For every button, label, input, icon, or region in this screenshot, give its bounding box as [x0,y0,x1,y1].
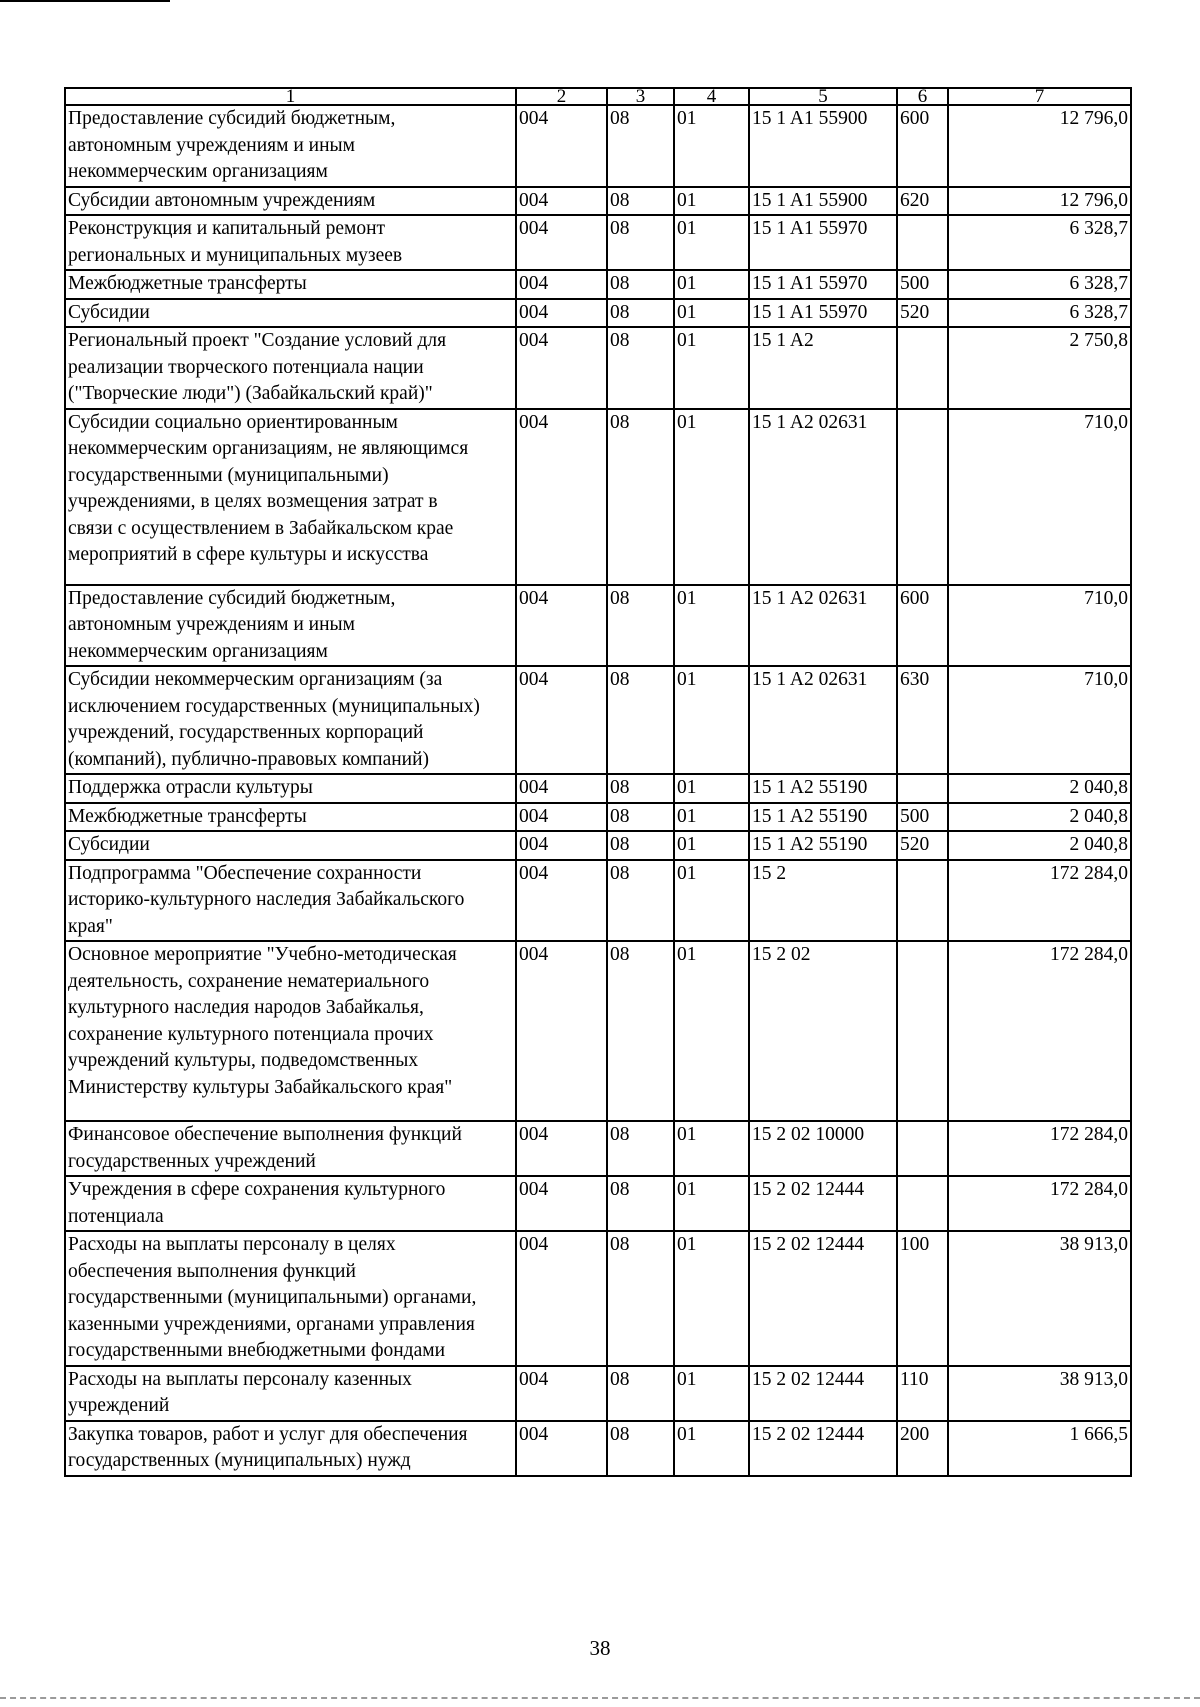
cell-csr: 15 2 02 12444 [749,1231,897,1366]
header-cell: 2 [516,88,607,105]
cell-rz: 08 [607,1176,674,1231]
cell-name: Финансовое обеспечение выполнения функций государственных учреждений [65,1121,516,1176]
cell-sum: 38 913,0 [948,1231,1131,1366]
cell-name: Предоставление субсидий бюджетным, автономным учреждениям и иным некоммерческим организациям [65,105,516,187]
cell-gr: 004 [516,299,607,328]
table-row [65,666,1131,774]
cell-sum: 38 913,0 [948,1366,1131,1421]
cell-sum: 1 666,5 [948,1421,1131,1476]
cell-name: Поддержка отрасли культуры [65,774,516,803]
table-row [65,270,1131,299]
cell-pr: 01 [674,1421,749,1476]
table-row [65,803,1131,832]
cell-gr: 004 [516,1366,607,1421]
cell-gr: 004 [516,803,607,832]
cell-csr: 15 1 A2 [749,327,897,409]
cell-gr: 004 [516,774,607,803]
cell-pr: 01 [674,941,749,1121]
cell-gr: 004 [516,941,607,1121]
cell-pr: 01 [674,215,749,270]
cell-rz: 08 [607,1231,674,1366]
cell-name: Межбюджетные трансферты [65,270,516,299]
table-row [65,1176,1131,1231]
table-row [65,585,1131,667]
cell-vr: 200 [897,1421,948,1476]
cell-rz: 08 [607,1121,674,1176]
cell-name: Подпрограмма "Обеспечение сохранности историко-культурного наследия Забайкальского края" [65,860,516,942]
cell-vr [897,941,948,1121]
cell-vr [897,1176,948,1231]
cell-sum: 172 284,0 [948,860,1131,942]
cell-name: Расходы на выплаты персоналу казенных учреждений [65,1366,516,1421]
cell-sum: 710,0 [948,409,1131,585]
cell-sum: 12 796,0 [948,187,1131,216]
cell-csr: 15 1 A2 02631 [749,585,897,667]
cell-name: Субсидии автономным учреждениям [65,187,516,216]
cell-csr: 15 2 02 12444 [749,1366,897,1421]
cell-gr: 004 [516,1121,607,1176]
cell-rz: 08 [607,1366,674,1421]
cell-gr: 004 [516,327,607,409]
cell-name: Субсидии [65,299,516,328]
cell-rz: 08 [607,860,674,942]
cell-pr: 01 [674,270,749,299]
cell-gr: 004 [516,831,607,860]
cell-rz: 08 [607,774,674,803]
cell-name: Реконструкция и капитальный ремонт региональных и муниципальных музеев [65,215,516,270]
cell-sum: 6 328,7 [948,270,1131,299]
table-row [65,1121,1131,1176]
cell-rz: 08 [607,327,674,409]
cell-gr: 004 [516,1176,607,1231]
table-row [65,774,1131,803]
header-cell: 7 [948,88,1131,105]
table-row [65,105,1131,187]
table-body [65,88,1131,1476]
cell-gr: 004 [516,1231,607,1366]
cell-name: Субсидии [65,831,516,860]
cell-rz: 08 [607,941,674,1121]
cell-rz: 08 [607,409,674,585]
cell-sum: 2 040,8 [948,774,1131,803]
cell-csr: 15 1 A1 55900 [749,105,897,187]
cell-vr: 620 [897,187,948,216]
cell-sum: 172 284,0 [948,1176,1131,1231]
cell-sum: 710,0 [948,585,1131,667]
cell-csr: 15 2 02 12444 [749,1421,897,1476]
cell-vr: 100 [897,1231,948,1366]
cell-pr: 01 [674,1121,749,1176]
cell-vr: 600 [897,585,948,667]
cell-sum: 710,0 [948,666,1131,774]
header-cell: 6 [897,88,948,105]
table-row [65,1421,1131,1476]
table-row [65,1366,1131,1421]
cell-csr: 15 2 02 12444 [749,1176,897,1231]
budget-table [64,87,1132,1477]
cell-rz: 08 [607,831,674,860]
cell-pr: 01 [674,1366,749,1421]
table-row [65,860,1131,942]
cell-name: Закупка товаров, работ и услуг для обеспечения государственных (муниципальных) нужд [65,1421,516,1476]
cell-pr: 01 [674,860,749,942]
cell-pr: 01 [674,1231,749,1366]
cell-csr: 15 1 A2 55190 [749,774,897,803]
bottom-rule [0,1697,1200,1699]
table-header-row [65,88,1131,105]
cell-gr: 004 [516,187,607,216]
cell-name: Основное мероприятие "Учебно-методическая деятельность, сохранение нематериального культурного наследия народов Забайкалья, сохранение культурного потенциала прочих учреждений культуры, подведомственных Министерству культуры Забайкальского края" [65,941,516,1121]
cell-sum: 172 284,0 [948,941,1131,1121]
cell-rz: 08 [607,666,674,774]
cell-gr: 004 [516,1421,607,1476]
cell-csr: 15 1 A1 55970 [749,299,897,328]
cell-csr: 15 2 02 10000 [749,1121,897,1176]
cell-rz: 08 [607,299,674,328]
cell-pr: 01 [674,187,749,216]
cell-gr: 004 [516,270,607,299]
cell-gr: 004 [516,409,607,585]
table-row [65,831,1131,860]
cell-rz: 08 [607,585,674,667]
top-rule [0,0,170,2]
cell-vr [897,860,948,942]
cell-gr: 004 [516,860,607,942]
cell-vr: 600 [897,105,948,187]
cell-csr: 15 1 A1 55970 [749,270,897,299]
cell-gr: 004 [516,215,607,270]
header-cell: 3 [607,88,674,105]
table-row [65,409,1131,585]
cell-vr [897,1121,948,1176]
cell-pr: 01 [674,1176,749,1231]
cell-vr [897,774,948,803]
cell-name: Субсидии социально ориентированным некоммерческим организациям, не являющимся государственными (муниципальными) учреждениями, в целях возмещения затрат в связи с осуществлением в Забайкальском крае мероприятий в сфере культуры и искусства [65,409,516,585]
cell-gr: 004 [516,585,607,667]
page-number: 38 [589,1636,611,1660]
cell-csr: 15 1 A1 55970 [749,215,897,270]
cell-pr: 01 [674,803,749,832]
cell-pr: 01 [674,409,749,585]
cell-pr: 01 [674,299,749,328]
cell-sum: 172 284,0 [948,1121,1131,1176]
table-row [65,941,1131,1121]
cell-vr: 520 [897,299,948,328]
cell-csr: 15 1 A2 55190 [749,803,897,832]
cell-vr [897,215,948,270]
cell-vr [897,327,948,409]
cell-sum: 12 796,0 [948,105,1131,187]
cell-csr: 15 1 A2 02631 [749,666,897,774]
cell-name: Региональный проект "Создание условий для реализации творческого потенциала нации ("Творческие люди") (Забайкальский край)" [65,327,516,409]
cell-sum: 6 328,7 [948,215,1131,270]
table-row [65,327,1131,409]
cell-pr: 01 [674,831,749,860]
cell-rz: 08 [607,270,674,299]
cell-gr: 004 [516,105,607,187]
cell-pr: 01 [674,585,749,667]
cell-csr: 15 1 A2 02631 [749,409,897,585]
cell-rz: 08 [607,803,674,832]
table-row [65,187,1131,216]
cell-sum: 2 040,8 [948,803,1131,832]
cell-sum: 2 750,8 [948,327,1131,409]
cell-rz: 08 [607,105,674,187]
cell-pr: 01 [674,774,749,803]
header-cell: 1 [65,88,516,105]
cell-csr: 15 2 [749,860,897,942]
cell-csr: 15 1 A2 55190 [749,831,897,860]
cell-name: Субсидии некоммерческим организациям (за исключением государственных (муниципальных) учреждений, государственных корпораций (компаний), публично-правовых компаний) [65,666,516,774]
cell-name: Предоставление субсидий бюджетным, автономным учреждениям и иным некоммерческим организациям [65,585,516,667]
cell-rz: 08 [607,1421,674,1476]
cell-pr: 01 [674,327,749,409]
cell-name: Расходы на выплаты персоналу в целях обеспечения выполнения функций государственными (муниципальными) органами, казенными учреждениями, органами управления государственными внебюджетными фондами [65,1231,516,1366]
cell-vr: 630 [897,666,948,774]
cell-sum: 6 328,7 [948,299,1131,328]
cell-rz: 08 [607,215,674,270]
cell-vr: 520 [897,831,948,860]
cell-vr: 110 [897,1366,948,1421]
cell-vr [897,409,948,585]
header-cell: 4 [674,88,749,105]
cell-sum: 2 040,8 [948,831,1131,860]
table-row [65,1231,1131,1366]
cell-csr: 15 1 A1 55900 [749,187,897,216]
table-row [65,215,1131,270]
table-row [65,299,1131,328]
cell-gr: 004 [516,666,607,774]
cell-pr: 01 [674,666,749,774]
cell-rz: 08 [607,187,674,216]
cell-pr: 01 [674,105,749,187]
cell-vr: 500 [897,803,948,832]
header-cell: 5 [749,88,897,105]
cell-name: Межбюджетные трансферты [65,803,516,832]
cell-vr: 500 [897,270,948,299]
cell-csr: 15 2 02 [749,941,897,1121]
cell-name: Учреждения в сфере сохранения культурного потенциала [65,1176,516,1231]
